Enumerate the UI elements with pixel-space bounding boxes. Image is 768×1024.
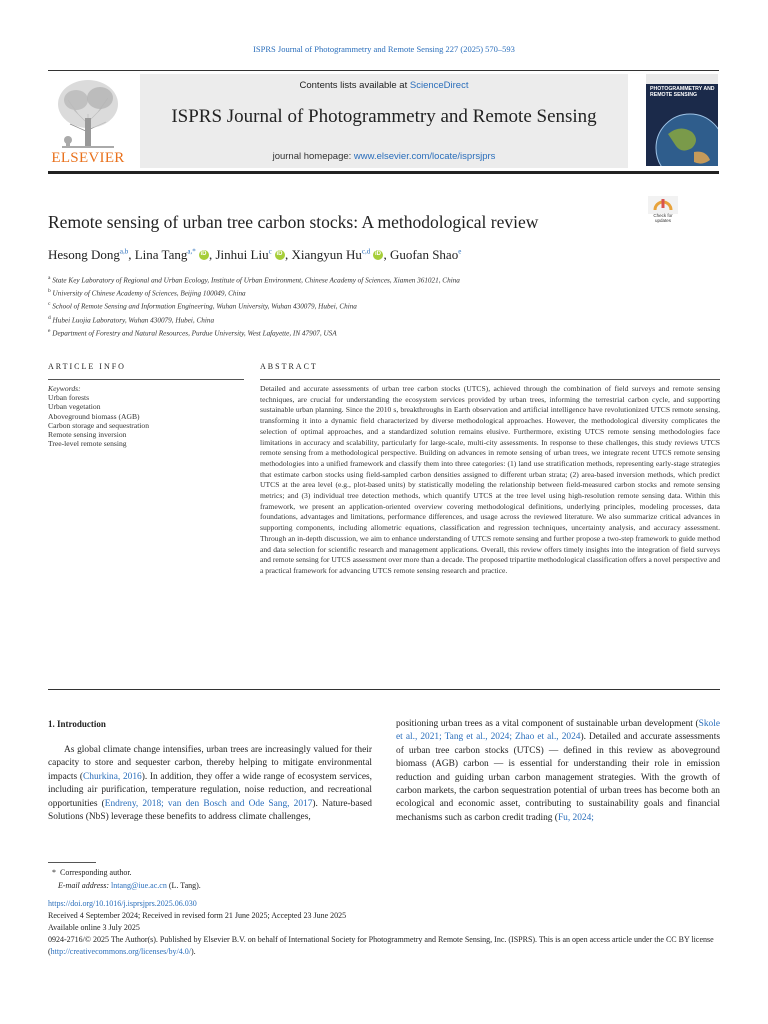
orcid-icon[interactable] xyxy=(275,250,285,260)
author-name[interactable]: Lina Tang xyxy=(134,247,188,262)
homepage-line xyxy=(140,151,628,162)
affil-mark: a xyxy=(48,275,51,281)
abstract-rule xyxy=(260,379,720,380)
affil-text: Department of Forestry and Natural Resources, Purdue University, West Lafayette, IN 47907, USA xyxy=(52,329,337,338)
cover-title: PHOTOGRAMMETRY AND REMOTE SENSING xyxy=(650,86,715,98)
contents-prefix: Contents lists available at xyxy=(299,80,410,91)
text-run: ). Detailed and accurate assessments of urban tree carbon stocks (UTCS) — defined in this review as aboveground biomass (AGB) carbon — is essential for understanding their role in emission reduction and guiding urban carbon management strategies. With the growth of carbon markets, the carbon sequestration potential of urban trees has become both an ecological and economic asset, contributing to sustainability goals and financial mechanisms such as carbon credit trading ( xyxy=(396,732,720,823)
affil-mark: d xyxy=(48,314,51,321)
orcid-icon[interactable] xyxy=(199,250,209,260)
elsevier-wordmark: ELSEVIER xyxy=(51,150,125,166)
text-run: ). In addition, they offer a wide range of ecosystem services, including air purification, temperature regulation, noise reduction, and recreational opportunities ( xyxy=(48,771,372,809)
author-affil-mark[interactable]: e xyxy=(458,247,462,256)
citation-link[interactable]: Endreny, 2018; van den Bosch and Ode Sang, 2017 xyxy=(104,798,313,809)
body-column-right xyxy=(396,718,720,825)
corresponding-text: Corresponding author. xyxy=(60,868,132,877)
keyword: Tree-level remote sensing xyxy=(48,439,127,449)
publication-info xyxy=(48,898,720,958)
author-list: Hesong Dong$^{a,b}$, Lina Tang$^{a,*}$ iD , Jinhui Liu$^c$ iD , Xiangyun Hu$^{c,d}$ iD , Guofan Shao$^e$ xyxy=(48,247,461,263)
check-updates-icon xyxy=(648,196,678,214)
affiliation xyxy=(48,326,728,339)
affiliation-list xyxy=(48,273,728,339)
keyword: Urban forests xyxy=(48,393,90,403)
contents-line xyxy=(140,80,628,91)
paragraph xyxy=(396,718,720,825)
author-affil-mark[interactable]: c,d xyxy=(361,247,371,256)
author-name[interactable]: Xiangyun Hu xyxy=(291,247,362,262)
cover-logo-strip xyxy=(646,74,718,84)
journal-cover-thumbnail[interactable] xyxy=(646,74,718,166)
affiliation xyxy=(48,273,728,286)
affiliation xyxy=(48,313,728,326)
affil-mark: e xyxy=(48,327,51,334)
article-info-rule xyxy=(48,379,244,380)
homepage-prefix: journal homepage: xyxy=(272,151,354,162)
email-owner: (L. Tang). xyxy=(168,881,201,890)
abstract-text: Detailed and accurate assessments of urban tree carbon stocks (UTCS), achieved through the combination of field surveys and remote sensing techniques, are crucial for understanding the ecosystem services provided by urban trees, informing the terrestrial carbon cycle, and supporting sustainable urban planning. Since the 2010 s, breakthroughs in Earth observation and artificial intelligence have revolutionized UTCS remote sensing, transforming it into a dynamic field characterized by diverse methodological approaches. However, the methodological diversity complicates the selection of optimal approaches, and a standardized solution remains elusive. Furthermore, existing UTCS remote sensing methodologies face limitations in accuracy and scalability, particularly for large-scale, multi-city assessments. In response to these challenges, this study reviews UTCS remote sensing from a methodological perspective. Building on advances in remote sensing of urban trees, we integrate recent UTCS remote sensing methodologies into a unified framework and classify them into three categories: (1) land use stratification methods, representing early-stage strategies that estimate carbon stocks using field-sampled carbon densities assigned to different urban strata; (2) area-based inversion methods, which predict UTCS at the area level (e.g., plot-based units) by statistically modeling the relationship between field-measured carbon stocks and remote sensing metrics; and (3) individual tree detection methods, which quantify UTCS at the tree level using high-resolution remote sensing data. Within this framework, we present an application-oriented overview covering methodological definitions, underlying principles, modeling processes, data foundations, advantages and limitations, performance differences, and usage across the reviewed literature. We also summarize critical advances in supporting components, including allometric equations, classification and regression techniques, uncertainty analysis, and accuracy assessment. Through an in-depth discussion, we aim to enhance understanding of UTCS remote sensing and further propose a two-step framework to guide method and data selection for scientific research and management applications. Overall, this review offers timely insights into the integration of field surveys and remote sensing for UTCS assessment over more than a decade. The proposed tripartite methodological classification offers a novel perspective and a practical framework for advancing UTCS remote sensing research and practice. xyxy=(260,384,720,575)
copyright-notice xyxy=(48,934,720,958)
affil-text: State Key Laboratory of Regional and Urban Ecology, Institute of Urban Environment, Chinese Academy of Sciences, Xiamen 361021, China xyxy=(52,276,460,285)
orcid-icon[interactable] xyxy=(373,250,383,260)
homepage-link[interactable]: www.elsevier.com/locate/isprsjprs xyxy=(353,151,496,162)
author-affil-mark[interactable]: a,b xyxy=(119,247,129,256)
paragraph xyxy=(48,744,372,824)
introduction-heading: 1. Introduction xyxy=(48,719,106,729)
check-updates-label: Check for updates xyxy=(653,213,673,223)
footnote-mark: * xyxy=(52,868,56,877)
header-top-rule xyxy=(48,70,719,71)
copyright-end: ). xyxy=(190,947,196,956)
journal-reference[interactable]: ISPRS Journal of Photogrammetry and Remote Sensing 227 (2025) 570–593 xyxy=(253,44,515,54)
author-affil-mark[interactable]: c xyxy=(268,247,272,256)
citation-link[interactable]: Churkina, 2016 xyxy=(83,771,142,782)
author-name[interactable]: Guofan Shao xyxy=(389,247,459,262)
email-note xyxy=(48,879,201,892)
author-affil-mark[interactable]: a,* xyxy=(187,247,196,256)
email-link[interactable]: lntang@iue.ac.cn xyxy=(111,881,167,890)
abstract-heading: ABSTRACT xyxy=(260,362,318,371)
affil-text: Hubei Luojia Laboratory, Wuhan 430079, Hubei, China xyxy=(52,315,215,324)
footnote xyxy=(48,866,201,892)
affil-mark: c xyxy=(48,301,51,308)
affiliation xyxy=(48,286,728,299)
keyword: Aboveground biomass (AGB) xyxy=(48,411,140,421)
header-bottom-rule xyxy=(48,171,719,174)
paper-title: Remote sensing of urban tree carbon stocks: A methodological review xyxy=(48,212,539,232)
sciencedirect-link[interactable]: ScienceDirect xyxy=(409,80,469,91)
article-info-heading: ARTICLE INFO xyxy=(48,362,126,371)
text-run: As global climate change intensifies, urban trees are increasingly valued for their capacity to store and sequester carbon, thereby helping to mitigate environmental impacts ( xyxy=(48,745,372,782)
citation-link[interactable]: Skole et al., 2021; Tang et al., 2024; Zhao et al., 2024 xyxy=(396,719,720,743)
keyword: Remote sensing inversion xyxy=(48,430,127,440)
affil-mark: b xyxy=(48,288,51,295)
copyright-text: 0924-2716/© 2025 The Author(s). Published by Elsevier B.V. on behalf of International Society for Photogrammetry and Remote Sensing, Inc. (ISPRS). This is an open access article under the CC BY license ( xyxy=(48,935,714,956)
journal-title: ISPRS Journal of Photogrammetry and Remote Sensing xyxy=(171,106,597,127)
author-name[interactable]: Jinhui Liu xyxy=(215,247,269,262)
check-for-updates-badge[interactable] xyxy=(648,196,678,230)
available-online: Available online 3 July 2025 xyxy=(48,923,140,932)
body-column-left xyxy=(48,744,372,824)
text-run: ). Nature-based Solutions (NbS) leverage these benefits to address climate challenges, xyxy=(48,798,372,823)
author-name[interactable]: Hesong Dong xyxy=(48,247,120,262)
keyword: Carbon storage and sequestration xyxy=(48,420,150,430)
cover-earth-image xyxy=(646,104,718,166)
text-run: positioning urban trees as a vital component of sustainable urban development ( xyxy=(396,719,699,729)
affiliation xyxy=(48,299,728,312)
affil-text: School of Remote Sensing and Information Engineering, Wuhan University, Wuhan 430079, Hubei, China xyxy=(52,302,357,311)
received-dates: Received 4 September 2024; Received in revised form 21 June 2025; Accepted 23 June 2025 xyxy=(48,911,347,920)
keyword: Urban vegetation xyxy=(48,402,101,412)
citation-link[interactable]: Fu, 2024; xyxy=(557,812,594,823)
doi-link[interactable]: https://doi.org/10.1016/j.isprsjprs.2025.06.030 xyxy=(48,899,197,908)
keywords-block xyxy=(48,384,244,448)
email-label: E-mail address: xyxy=(58,881,110,890)
keywords-label: Keywords: xyxy=(48,384,81,393)
corresponding-note xyxy=(48,866,201,879)
license-link[interactable]: http://creativecommons.org/licenses/by/4.0/ xyxy=(50,947,191,956)
abstract-bottom-rule xyxy=(48,689,720,690)
affil-text: University of Chinese Academy of Sciences, Beijing 100049, China xyxy=(52,289,246,298)
footnote-rule xyxy=(48,862,96,863)
